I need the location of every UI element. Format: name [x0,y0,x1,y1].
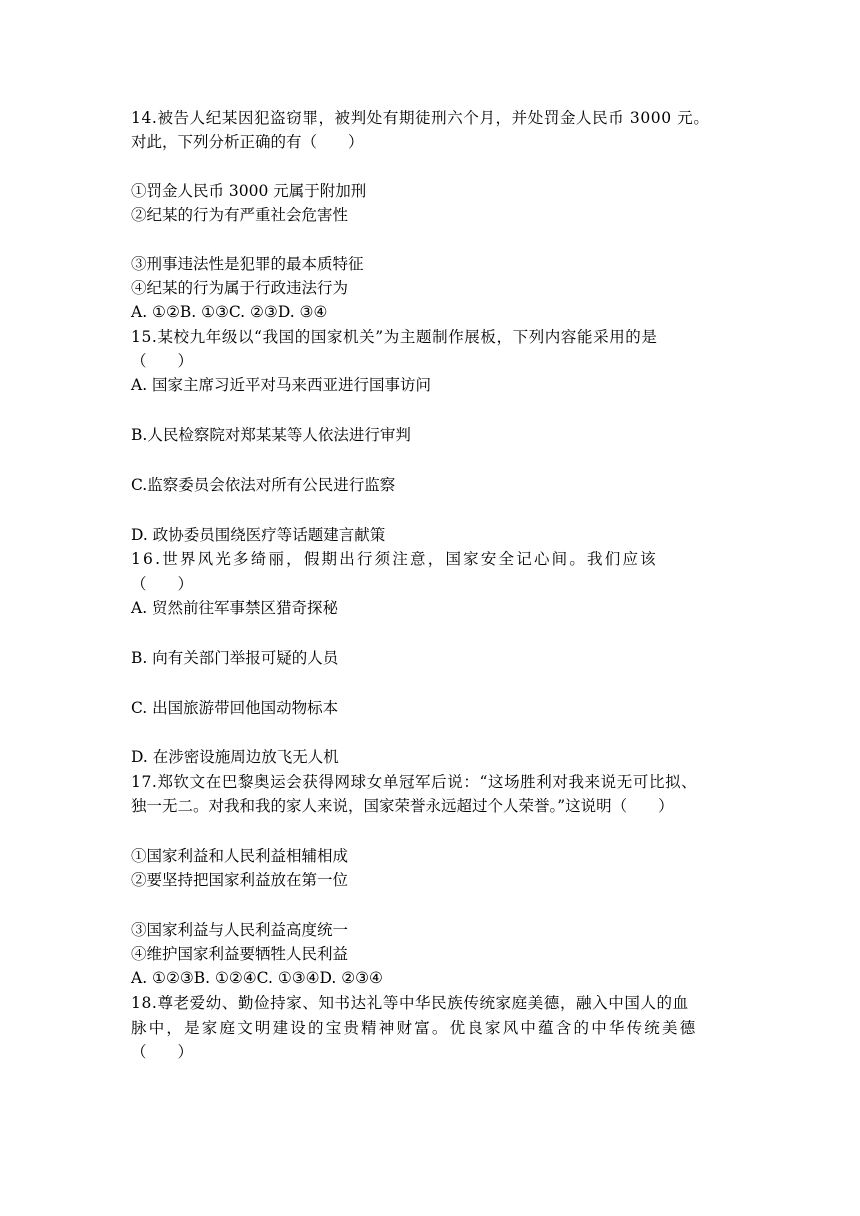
q18-stem-line2: 脉中，是家庭文明建设的宝贵精神财富。优良家风中蕴含的中华传统美德 [131,1019,698,1037]
q17-option-4: ④维护国家利益要牺牲人民利益 [131,945,349,963]
q15-stem-line2: （ ） [131,352,194,370]
q14-option-2: ②纪某的行为有严重社会危害性 [131,206,349,224]
q14-stem-line1: 14.被告人纪某因犯盗窃罪，被判处有期徒刑六个月，并处罚金人民币 3000 元。 [131,109,710,127]
q14-option-3: ③刑事违法性是犯罪的最本质特征 [131,255,364,273]
q15-option-c: C.监察委员会依法对所有公民进行监察 [131,476,396,494]
q17-option-1: ①国家利益和人民利益相辅相成 [131,847,349,865]
q16-option-d: D. 在涉密设施周边放飞无人机 [131,748,339,766]
q18-stem-line1: 18.尊老爱幼、勤俭持家、知书达礼等中华民族传统家庭美德，融入中国人的血 [131,994,689,1012]
q17-option-2: ②要坚持把国家利益放在第一位 [131,871,349,889]
q15-option-d: D. 政协委员围绕医疗等话题建言献策 [131,526,386,544]
q14-choices: A. ①②B. ①③C. ②③D. ③④ [131,303,328,321]
q14-stem-line2: 对此，下列分析正确的有（ ） [131,133,364,151]
q16-stem-line1: 16.世界风光多绮丽，假期出行须注意，国家安全记心间。我们应该 [131,550,658,568]
q15-option-a: A. 国家主席习近平对马来西亚进行国事访问 [131,376,432,394]
q17-choices: A. ①②③B. ①②④C. ①③④D. ②③④ [131,969,383,987]
q14-option-1: ①罚金人民币 3000 元属于附加刑 [131,182,367,200]
q16-stem-line2: （ ） [131,575,194,593]
q17-option-3: ③国家利益与人民利益高度统一 [131,921,349,939]
q17-stem-line1: 17.郑钦文在巴黎奥运会获得网球女单冠军后说：“这场胜利对我来说无可比拟、 [131,773,698,791]
q18-stem-line3: （ ） [131,1043,194,1061]
q14-option-4: ④纪某的行为属于行政违法行为 [131,279,349,297]
q16-option-a: A. 贸然前往军事禁区猎奇探秘 [131,599,339,617]
q15-stem-line1: 15.某校九年级以“我国的国家机关”为主题制作展板，下列内容能采用的是 [131,328,658,346]
q16-option-c: C. 出国旅游带回他国动物标本 [131,699,339,717]
q16-option-b: B. 向有关部门举报可疑的人员 [131,649,339,667]
q17-stem-line2: 独一无二。对我和我的家人来说，国家荣誉永远超过个人荣誉。”这说明（ ） [131,797,674,815]
q15-option-b: B.人民检察院对郑某某等人依法进行审判 [131,426,411,444]
